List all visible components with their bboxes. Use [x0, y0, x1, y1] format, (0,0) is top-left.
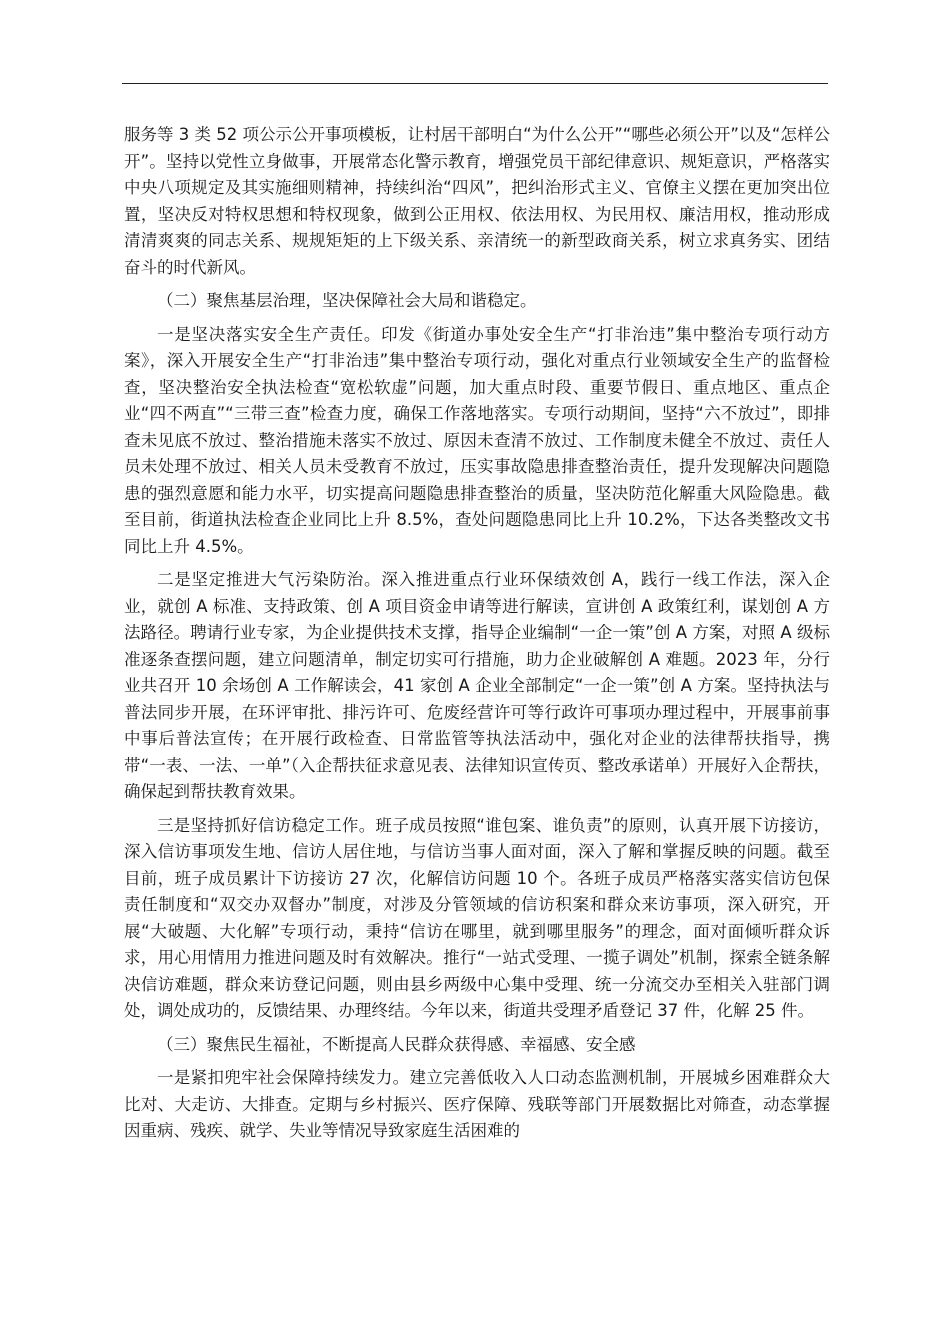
paragraph-petition-stability: 三是坚持抓好信访稳定工作。班子成员按照“谁包案、谁负责”的原则，认真开展下访接访，深入信访事项发生地、信访人居住地，与信访当事人面对面，深入了解和掌握反映的问题。截至目前，班子成员累计下访接访 27 次，化解信访问题 10 个。各班子成员严格落实落实信访包保责任制度和“双交办双督办”制度，对涉及分管领域的信访积案和群众来访事项，深入研究，开展“大破题、大化解”专项行动，秉持“信访在哪里，就到哪里服务”的理念，面对面倾听群众诉求，用心用情用力推进问题及时有效解决。推行“一站式受理、一揽子调处”机制，探索全链条解决信访难题，群众来访登记问题，则由县乡两级中心集中受理、统一分流交办至相关入驻部门调处，调处成功的，反馈结果、办理终结。今年以来，街道共受理矛盾登记 37 件，化解 25 件。 — [124, 815, 830, 1020]
section-heading-3: （三）聚焦民生福祉，不断提高人民群众获得感、幸福感、安全感 — [157, 1034, 636, 1054]
paragraph-safety-production: 一是坚决落实安全生产责任。印发《街道办事处安全生产“打非治违”集中整治专项行动方案》，深入开展安全生产“打非治违”集中整治专项行动，强化对重点行业领域安全生产的监督检查，坚决整治安全执法检查“宽松软虚”问题，加大重点时段、重要节假日、重点地区、重点企业“四不两直”“三带三查”检查力度，确保工作落地落实。专项行动期间，坚持“六不放过”，即排查未见底不放过、整治措施未落实不放过、原因未查清不放过、工作制度未健全不放过、责任人员未处理不放过、相关人员未受教育不放过，压实事故隐患排查整治责任，提升发现解决问题隐患的强烈意愿和能力水平，切实提高问题隐患排查整治的质量，坚决防范化解重大风险隐患。截至目前，街道执法检查企业同比上升 8.5%，查处问题隐患同比上升 10.2%，下达各类整改文书同比上升 4.5%。 — [124, 324, 830, 556]
header-rule — [122, 83, 828, 84]
paragraph-social-security: 一是紧扣兜牢社会保障持续发力。建立完善低收入人口动态监测机制，开展城乡困难群众大比对、大走访、大排查。定期与乡村振兴、医疗保障、残联等部门开展数据比对筛查，动态掌握因重病、残疾、就学、失业等情况导致家庭生活困难的 — [124, 1068, 830, 1140]
section-heading-2: （二）聚焦基层治理，坚决保障社会大局和谐稳定。 — [157, 291, 537, 310]
paragraph-air-pollution: 二是坚定推进大气污染防治。深入推进重点行业环保绩效创 A，践行一线工作法，深入企业，就创 A 标准、支持政策、创 A 项目资金申请等进行解读，宣讲创 A 政策红利，谋划创 A 方法路径。聘请行业专家，为企业提供技术支撑，指导企业编制“一企一策”创 A 方案，对照 A 级标准逐条查摆问题，建立问题清单，制定切实可行措施，助力企业破解创 A 难题。2023 年，分行业共召开 10 余场创 A 工作解读会，41 家创 A 企业全部制定“一企一策”创 A 方案。坚持执法与普法同步开展，在环评审批、排污许可、危废经营许可等行政许可事项办理过程中，开展事前事中事后普法宣传；在开展行政检查、日常监管等执法活动中，强化对企业的法律帮扶指导，携带“一表、一法、一单”（入企帮扶征求意见表、法律知识宣传页、整改承诺单）开展好入企帮扶，确保起到帮扶教育效果。 — [124, 570, 830, 801]
paragraph-continuation: 服务等 3 类 52 项公示公开事项模板，让村居干部明白“为什么公开”“哪些必须公开”以及“怎样公开”。坚持以党性立身做事，开展常态化警示教育，增强党员干部纪律意识、规矩意识，严格落实中央八项规定及其实施细则精神，持续纠治“四风”，把纠治形式主义、官僚主义摆在更加突出位置，坚决反对特权思想和特权现象，做到公正用权、依法用权、为民用权、廉洁用权，推动形成清清爽爽的同志关系、规规矩矩的上下级关系、亲清统一的新型政商关系，树立求真务实、团结奋斗的时代新风。 — [124, 125, 830, 277]
document-body — [124, 122, 830, 1152]
